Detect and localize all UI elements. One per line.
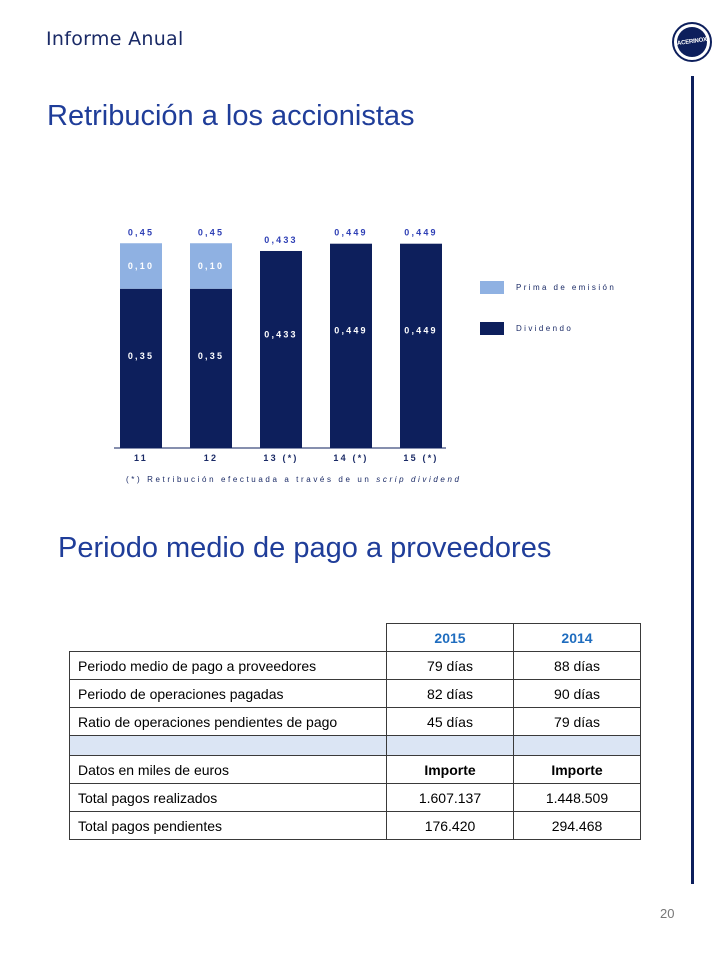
legend-swatch-prima xyxy=(480,281,504,294)
x-tick-label: 15 (*) xyxy=(403,453,439,463)
x-tick-label: 11 xyxy=(134,453,148,463)
year-header-2014: 2014 xyxy=(514,624,641,652)
table-row: Periodo de operaciones pagadas 82 días 90 días xyxy=(70,680,641,708)
legend-item-prima xyxy=(480,281,616,294)
bar-label-dividendo: 0,35 xyxy=(127,350,155,361)
table-row: Ratio de operaciones pendientes de pago 45 días 79 días xyxy=(70,708,641,736)
bar-label-dividendo: 0,35 xyxy=(197,350,225,361)
legend-label-dividendo: Dividendo xyxy=(516,324,574,333)
bar-label-prima: 0,10 xyxy=(197,261,225,271)
table-row: Total pagos realizados 1.607.137 1.448.509 xyxy=(70,784,641,812)
x-tick-label: 12 xyxy=(203,453,219,463)
bar-total-label: 0,449 xyxy=(334,227,368,238)
bar-dividendo xyxy=(190,289,232,448)
bar-dividendo xyxy=(260,251,302,448)
bar-dividendo xyxy=(120,289,162,448)
bar-total-label: 0,45 xyxy=(197,227,225,238)
logo-text: ACERINOX xyxy=(676,36,708,48)
year-header-2015: 2015 xyxy=(387,624,514,652)
legend-item-dividendo xyxy=(480,322,573,335)
legend-label-prima: Prima de emisión xyxy=(516,283,617,292)
bar-total-label: 0,45 xyxy=(127,227,155,238)
table-row: Periodo medio de pago a proveedores 79 días 88 días xyxy=(70,652,641,680)
section-title-retribucion: Retribución a los accionistas xyxy=(47,100,415,132)
bar-label-dividendo: 0,449 xyxy=(334,325,368,336)
bar-label-dividendo: 0,449 xyxy=(404,325,438,336)
bar-label-prima: 0,10 xyxy=(127,261,155,271)
chart-footnote: (*) Retribución efectuada a través de un scrip dividend xyxy=(126,475,462,484)
payment-period-table xyxy=(69,623,641,840)
bar-dividendo xyxy=(400,244,442,448)
table-row: Total pagos pendientes 176.420 294.468 xyxy=(70,812,641,840)
section-title-periodo: Periodo medio de pago a proveedores xyxy=(58,532,552,564)
page-number: 20 xyxy=(660,906,675,921)
x-tick-label: 13 (*) xyxy=(263,453,299,463)
report-header-title: Informe Anual xyxy=(46,28,184,50)
bar-total-label: 0,449 xyxy=(404,227,438,238)
x-tick-label: 14 (*) xyxy=(333,453,369,463)
legend-swatch-dividendo xyxy=(480,322,504,335)
bar-label-dividendo: 0,433 xyxy=(264,329,298,340)
table-header-row xyxy=(70,624,641,652)
table-spacer-row xyxy=(70,736,641,756)
table-data-header-row: Datos en miles de euros Importe Importe xyxy=(70,756,641,784)
bar-dividendo xyxy=(330,244,372,448)
bar-total-label: 0,433 xyxy=(264,234,298,245)
